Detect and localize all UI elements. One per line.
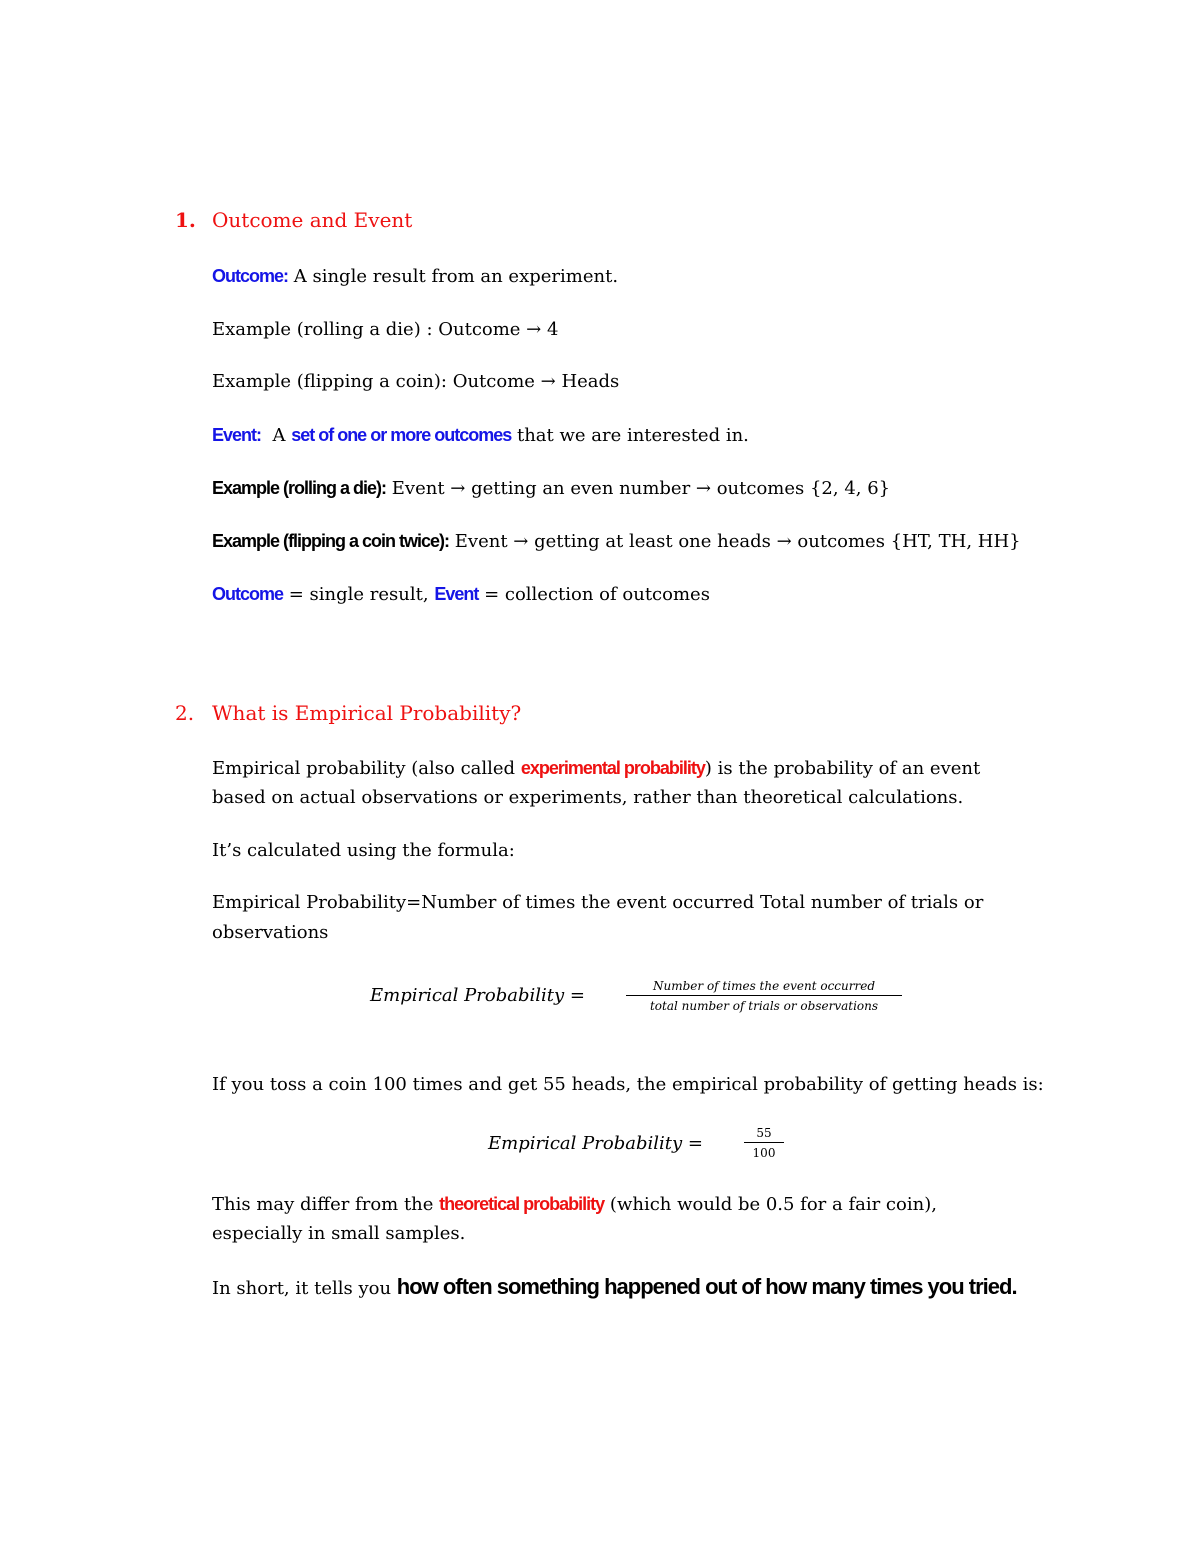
theoretical-paragraph-line-2: especially in small samples. — [212, 1223, 466, 1244]
formula-1-fraction-bar — [626, 995, 902, 996]
empirical-paragraph-line-1 — [212, 756, 980, 781]
summary-post: = collection of outcomes — [478, 584, 710, 605]
section-1-title: Outcome and Event — [212, 208, 413, 232]
empirical-pre: Empirical probability (also called — [212, 758, 521, 779]
summary-outcome-term: Outcome — [212, 584, 284, 604]
coin-toss-example: If you toss a coin 100 times and get 55 heads, the empirical probability of getting heads is: — [212, 1074, 1044, 1095]
section-2-number: 2. — [175, 701, 195, 725]
formula-1-fraction — [626, 978, 902, 1014]
example-event-coin-label: Example (flipping a coin twice): — [212, 531, 450, 551]
formula-text-line-2: observations — [212, 922, 329, 943]
example-rolling-die: Example (rolling a die) : Outcome → 4 — [212, 319, 559, 340]
outcome-definition — [212, 264, 618, 289]
example-event-die — [212, 476, 890, 501]
event-highlight: set of one or more outcomes — [291, 425, 512, 445]
formula-2-fraction-bar — [744, 1142, 784, 1143]
theoretical-pre: This may differ from the — [212, 1194, 440, 1215]
formula-text-line-1: Empirical Probability=Number of times the event occurred Total number of trials or — [212, 892, 984, 913]
example-event-die-label: Example (rolling a die): — [212, 478, 387, 498]
outcome-event-summary — [212, 582, 710, 607]
theoretical-paragraph-line-1 — [212, 1192, 937, 1217]
in-short-highlight: how often something happened out of how many times you tried. — [396, 1274, 1017, 1299]
outcome-term: Outcome: — [212, 266, 289, 286]
summary-mid: = single result, — [283, 584, 435, 605]
theoretical-probability-highlight: theoretical probability — [439, 1194, 605, 1214]
example-event-coin — [212, 529, 1021, 554]
formula-1-lhs: Empirical Probability = — [370, 985, 585, 1006]
formula-intro: It’s calculated using the formula: — [212, 840, 515, 861]
theoretical-post: (which would be 0.5 for a fair coin), — [604, 1194, 937, 1215]
empirical-paragraph-line-2: based on actual observations or experiments, rather than theoretical calculations. — [212, 787, 964, 808]
section-1-number: 1. — [175, 208, 196, 232]
in-short-pre: In short, it tells you — [212, 1278, 397, 1299]
example-flipping-coin: Example (flipping a coin): Outcome → Heads — [212, 371, 620, 392]
formula-1-denominator: total number of trials or observations — [649, 999, 879, 1013]
outcome-text: A single result from an experiment. — [288, 266, 619, 287]
example-event-die-text: Event → getting an even number → outcomes {2, 4, 6} — [386, 478, 891, 499]
formula-1-numerator: Number of times the event occurred — [653, 979, 875, 993]
experimental-probability-highlight: experimental probability — [520, 758, 705, 778]
event-term: Event: — [212, 425, 262, 445]
empirical-post: ) is the probability of an event — [704, 758, 981, 779]
formula-2-numerator: 55 — [756, 1126, 772, 1140]
event-definition — [212, 423, 749, 448]
section-2-title: What is Empirical Probability? — [212, 701, 522, 725]
in-short-summary — [212, 1275, 1017, 1301]
summary-event-term: Event — [434, 584, 479, 604]
formula-2-fraction — [744, 1125, 784, 1161]
formula-2-lhs: Empirical Probability = — [488, 1133, 703, 1154]
event-pre: A — [261, 425, 292, 446]
example-event-coin-text: Event → getting at least one heads → outcomes {HT, TH, HH} — [449, 531, 1021, 552]
event-post: that we are interested in. — [511, 425, 749, 446]
formula-2-denominator: 100 — [752, 1146, 776, 1160]
